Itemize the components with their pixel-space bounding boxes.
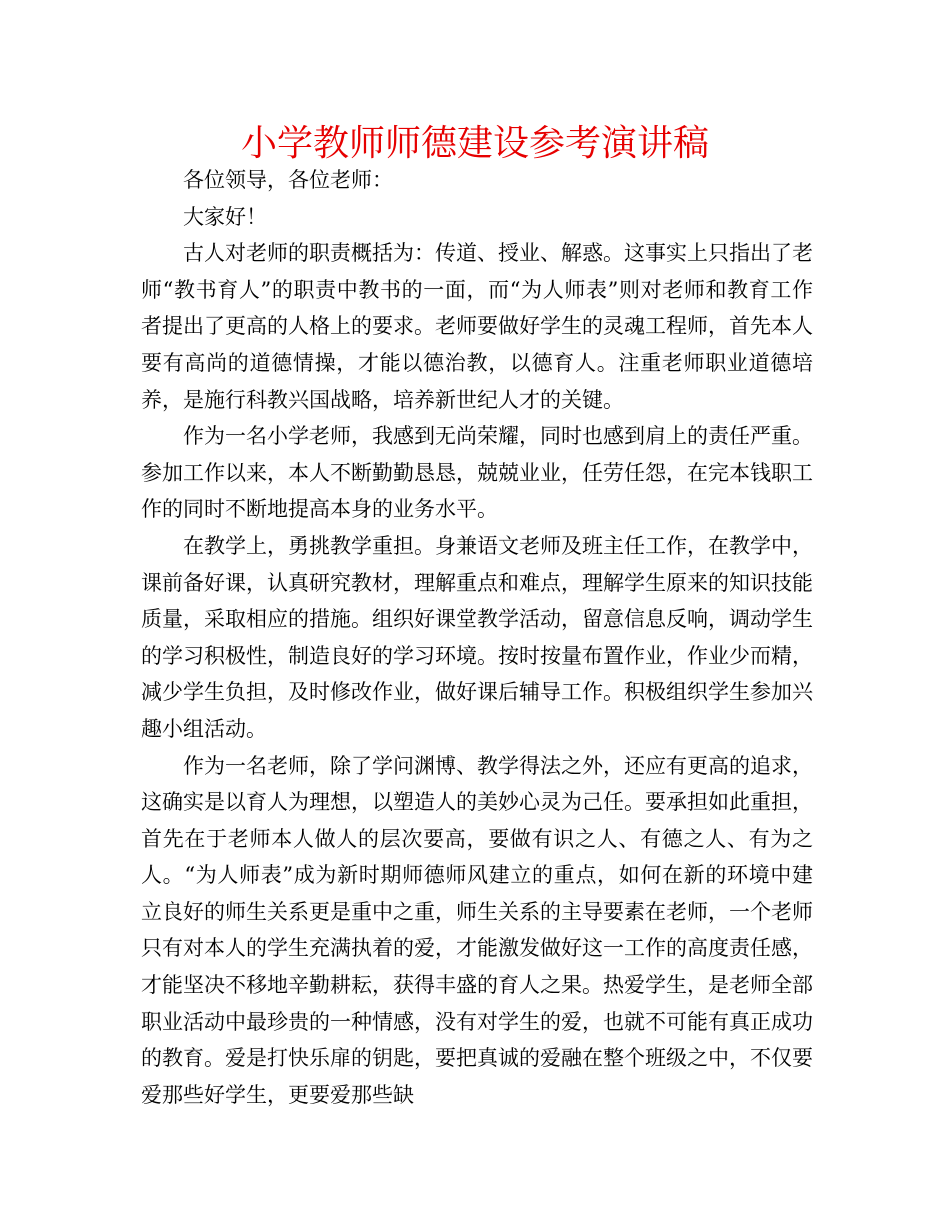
document-body: [141, 162, 813, 1113]
paragraph-hello: 大家好！: [183, 204, 267, 229]
paragraph-higher-pursuit: 作为一名老师，除了学问渊博、教学得法之外，还应有更高的追求，这确实是以育人为理想，以塑造人的美妙心灵为己任。要承担如此重担，首先在于老师本人做人的层次要高，要做有识之人、有德之人、有为之人。“为人师表”成为新时期师德师风建立的重点，如何在新的环境中建立良好的师生关系更是重中之重，师生关系的主导要素在老师，一个老师只有对本人的学生充满执着的爱，才能激发做好这一工作的高度责任感，才能坚决不移地辛勤耕耘，获得丰盛的育人之果。热爱学生，是老师全部职业活动中最珍贵的一种情感，没有对学生的爱，也就不可能有真正成功的教育。爱是打快乐扉的钥匙，要把真诚的爱融在整个班级之中，不仅要爱那些好学生，更要爱那些缺: [141, 753, 813, 1107]
paragraph-greeting: 各位领导，各位老师：: [183, 168, 393, 192]
document-title: 小学教师师德建设参考演讲稿: [240, 123, 709, 164]
paragraph-personal-honor: 作为一名小学老师，我感到无尚荣耀，同时也感到肩上的责任严重。参加工作以来，本人不断勤勤恳恳，兢兢业业，任劳任怨，在完本钱职工作的同时不断地提高本身的业务水平。: [141, 424, 813, 522]
paragraph-teacher-duty: 古人对老师的职责概括为：传道、授业、解惑。这事实上只指出了老师“教书育人”的职责中教书的一面，而“为人师表”则对老师和教育工作者提出了更高的人格上的要求。老师要做好学生的灵魂工程师，首先本人要有高尚的道德情操，才能以德治教，以德育人。注重老师职业道德培养，是施行科教兴国战略，培养新世纪人才的关键。: [141, 241, 813, 412]
paragraph-teaching: 在教学上，勇挑教学重担。身兼语文老师及班主任工作，在教学中，课前备好课，认真研究教材，理解重点和难点，理解学生原来的知识技能质量，采取相应的措施。组织好课堂教学活动，留意信息反响，调动学生的学习积极性，制造良好的学习环境。按时按量布置作业，作业少而精，减少学生负担，及时修改作业，做好课后辅导工作。积极组织学生参加兴趣小组活动。: [141, 533, 813, 741]
